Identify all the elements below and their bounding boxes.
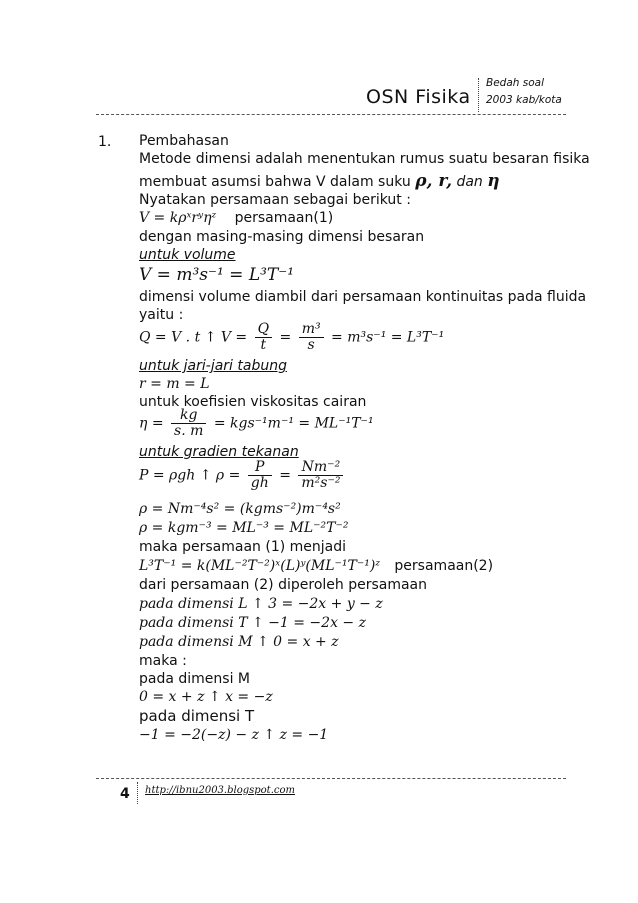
fraction-q-over-t — [255, 322, 272, 353]
subheading-pressure-gradient: untuk gradien tekanan — [139, 444, 299, 460]
assumption-dan: dan — [456, 174, 483, 190]
item-number: 1. — [98, 134, 112, 150]
eq-pressure-equals: = — [279, 467, 291, 484]
line-dimension-m-label: pada dimensi M — [139, 671, 250, 687]
line-equation-becomes: maka persamaan (1) menjadi — [139, 539, 347, 555]
line-equation-1 — [139, 210, 333, 226]
eq-continuity-left: Q = V . t ↑ V = — [139, 329, 248, 346]
header-subtitle — [486, 75, 562, 109]
fraction-numerator: Nm⁻² — [298, 460, 343, 476]
line-dimension-t-label: pada dimensi T — [139, 707, 255, 725]
fraction-denominator: s — [307, 337, 315, 353]
footer-separator — [137, 782, 138, 804]
line-assumption — [139, 171, 500, 191]
line-continuity: dimensi volume diambil dari persamaan kontinuitas pada fluida — [139, 289, 587, 305]
eq-continuity-right: = m³s⁻¹ = L³T⁻¹ — [331, 329, 445, 346]
fraction-denominator: gh — [250, 475, 269, 491]
page-number: 4 — [120, 786, 130, 802]
equation-solve-z: −1 = −2(−z) − z ↑ z = −1 — [139, 727, 329, 743]
eq-pressure-left: P = ρgh ↑ ρ = — [139, 467, 241, 484]
equation-2-label: persamaan(2) — [394, 558, 494, 574]
fraction-denominator: m²s⁻² — [301, 475, 341, 491]
equation-volume: V = m³s⁻¹ = L³T⁻¹ — [139, 265, 295, 285]
fraction-denominator: t — [260, 337, 267, 353]
header-rule — [96, 114, 566, 115]
line-viscosity: untuk koefisien viskositas cairan — [139, 394, 367, 410]
assumption-text: membuat asumsi bahwa V dalam suku — [139, 174, 411, 190]
equation-density-1: ρ = Nm⁻⁴s² = (kgms⁻²)m⁻⁴s² — [139, 501, 341, 517]
fraction-nm-over-ms — [298, 460, 343, 491]
equation-1: V = kρˣrʸηᶻ — [139, 210, 217, 226]
assumption-symbols: ρ, r, — [415, 171, 453, 191]
line-equation-2 — [139, 558, 493, 574]
footer-rule — [96, 778, 566, 779]
footer-link[interactable]: http://ibnu2003.blogspot.com — [145, 785, 295, 796]
equation-continuity — [139, 322, 444, 353]
assumption-eta: η — [487, 171, 500, 191]
fraction-p-over-gh — [248, 460, 272, 491]
line-derived-equations: dari persamaan (2) diperoleh persamaan — [139, 577, 428, 593]
line-dimensions-intro: dengan masing-masing dimensi besaran — [139, 229, 425, 245]
header-subtitle-line1: Bedah soal — [486, 77, 545, 89]
header-subtitle-line2: 2003 kab/kota — [486, 94, 562, 106]
fraction-numerator: Q — [255, 322, 272, 338]
subheading-volume: untuk volume — [139, 247, 236, 263]
fraction-kg-over-sm — [171, 408, 206, 439]
fraction-numerator: kg — [171, 408, 206, 424]
equation-1-label: persamaan(1) — [234, 210, 334, 226]
line-heading: Pembahasan — [139, 133, 229, 149]
equation-dimension-l: pada dimensi L ↑ 3 = −2x + y − z — [139, 596, 383, 612]
eq-viscosity-left: η = — [139, 415, 164, 432]
line-yaitu: yaitu : — [139, 307, 184, 323]
fraction-numerator: P — [248, 460, 272, 476]
equation-dimension-m: pada dimensi M ↑ 0 = x + z — [139, 634, 339, 650]
equation-pressure — [139, 460, 346, 491]
equation-2: L³T⁻¹ = k(ML⁻²T⁻²)ˣ(L)ʸ(ML⁻¹T⁻¹)ᶻ — [139, 558, 380, 574]
fraction-numerator: m³ — [299, 322, 324, 338]
subheading-radius: untuk jari-jari tabung — [139, 358, 287, 374]
line-state-equation: Nyatakan persamaan sebagai berikut : — [139, 192, 411, 208]
equation-radius: r = m = L — [139, 376, 210, 392]
equation-solve-x: 0 = x + z ↑ x = −z — [139, 689, 273, 705]
line-method: Metode dimensi adalah menentukan rumus suatu besaran fisika — [139, 151, 590, 167]
equation-viscosity — [139, 408, 374, 439]
line-maka: maka : — [139, 653, 187, 669]
equation-density-2: ρ = kgm⁻³ = ML⁻³ = ML⁻²T⁻² — [139, 520, 349, 536]
header-separator — [478, 78, 479, 112]
eq-viscosity-right: = kgs⁻¹m⁻¹ = ML⁻¹T⁻¹ — [213, 415, 374, 432]
header-title: OSN Fisika — [366, 86, 471, 108]
equation-dimension-t: pada dimensi T ↑ −1 = −2x − z — [139, 615, 366, 631]
fraction-denominator: s. m — [174, 423, 204, 439]
eq-continuity-equals: = — [279, 329, 292, 346]
fraction-m3-over-s — [299, 322, 324, 353]
